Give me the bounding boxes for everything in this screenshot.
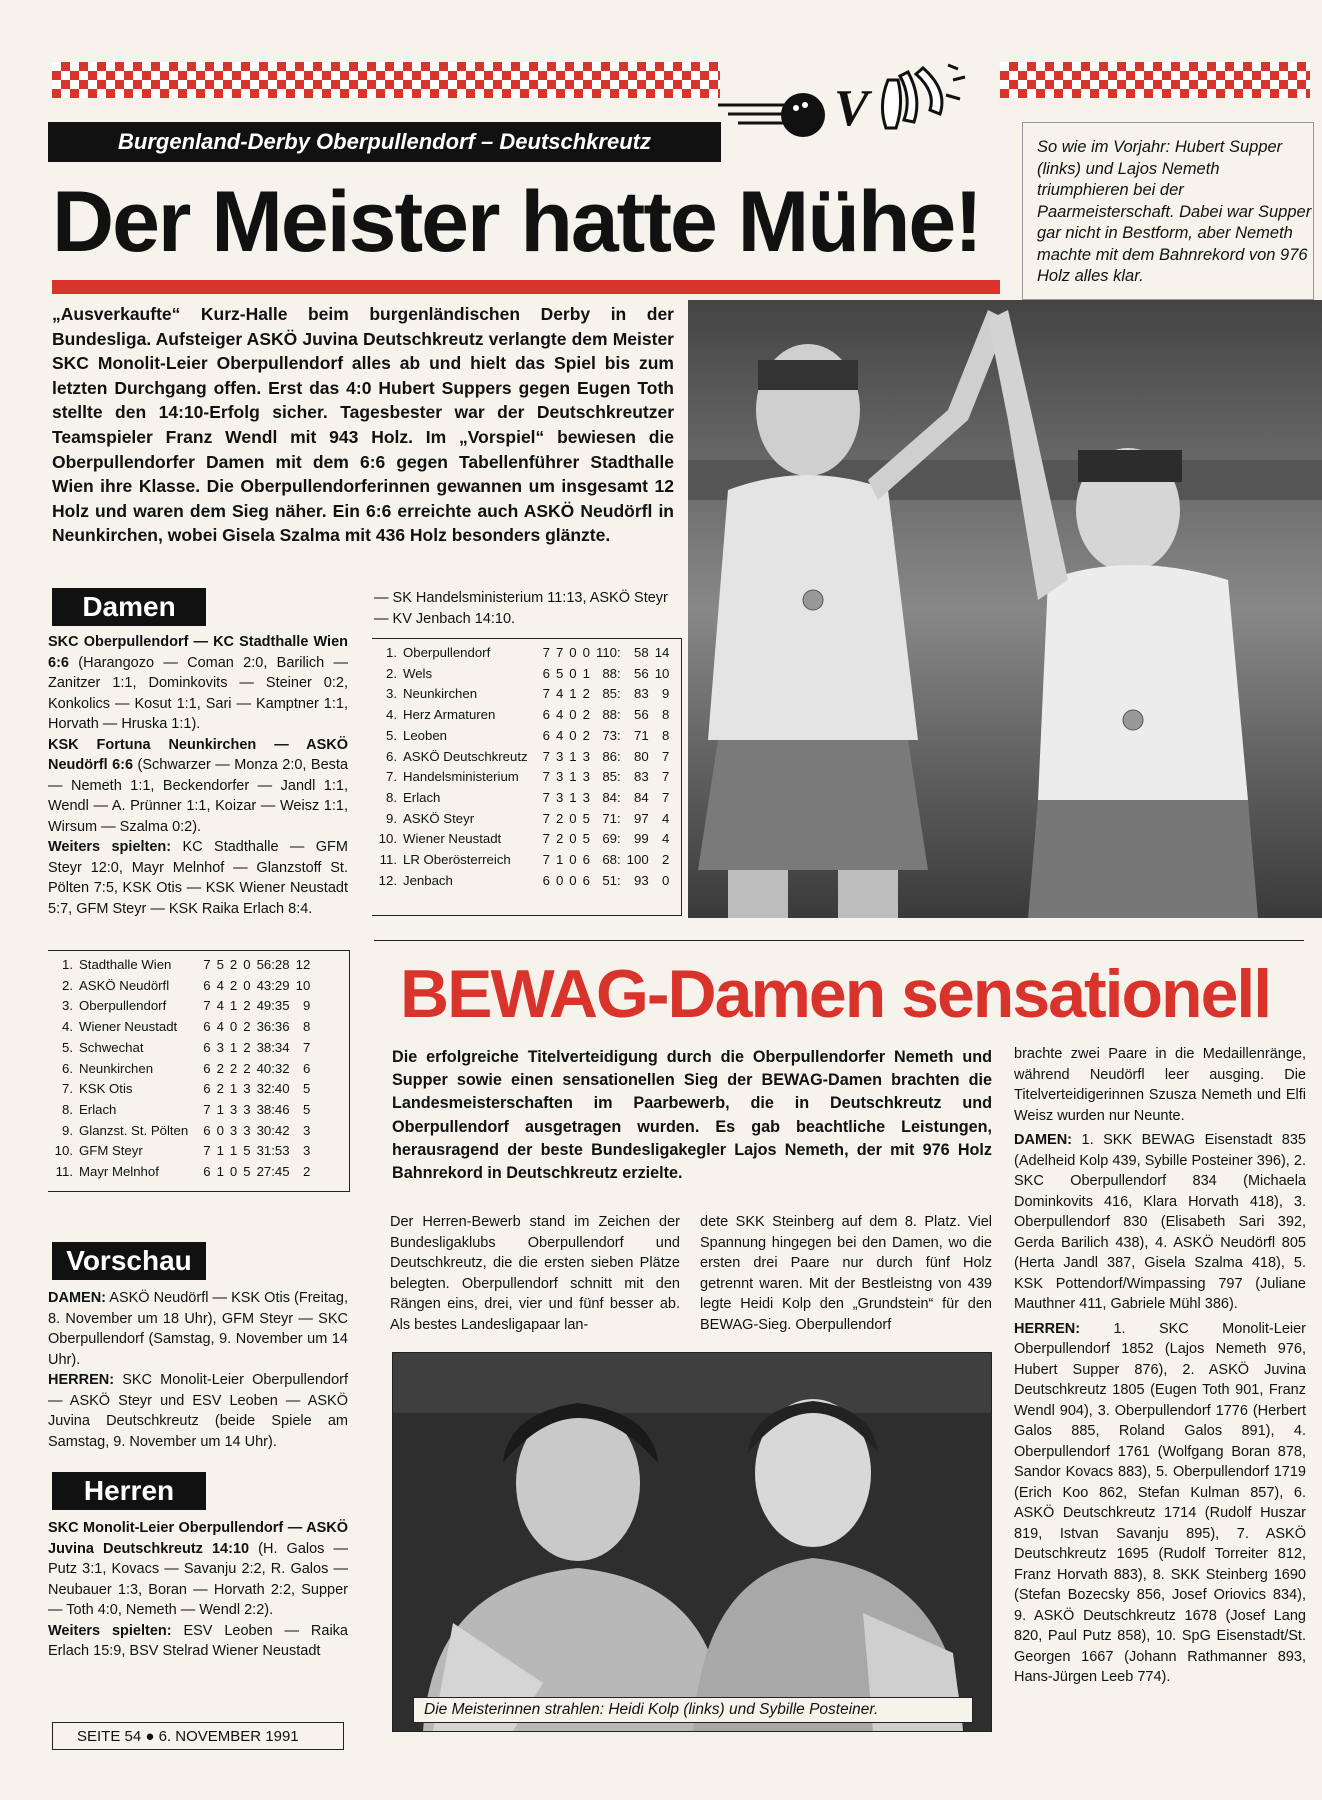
standings-cell: 10	[295, 977, 311, 993]
standings-cell: 0	[229, 1019, 238, 1035]
standings-cell: 8	[662, 707, 670, 723]
standings-cell: 58	[634, 645, 649, 660]
standings-cell: Leoben	[403, 727, 448, 743]
bewag-right-intro: brachte zwei Paare in die Medaillenränge, während Neudörfl leer ausging. Die Titelverteidigerinnen Szusza Nemeth und Elfi Weisz wurden nur Neunte.	[1014, 1046, 1306, 1124]
herren-result-2	[48, 1621, 348, 1662]
standings-cell: 2.	[386, 665, 397, 681]
damen-results	[48, 632, 348, 919]
standings-cell: 2	[243, 998, 251, 1014]
bewag-right-damen-head: DAMEN:	[1014, 1132, 1072, 1148]
standings-cell: 49:35	[256, 998, 290, 1014]
vorschau-damen-head: DAMEN:	[48, 1290, 106, 1306]
standings-cell: 5	[243, 1143, 251, 1159]
standings-cell: 38:34	[256, 1039, 290, 1055]
standings-cell: 85:	[602, 769, 621, 785]
standings-cell: 6	[542, 872, 550, 888]
standings-cell: 1.	[62, 957, 73, 972]
bewag-right-damen	[1014, 1130, 1306, 1315]
standings-cell: 2	[229, 977, 238, 993]
standings-cell: 1	[555, 852, 564, 868]
bewag-lead: Die erfolgreiche Titelverteidigung durch die Oberpullendorfer Nemeth und Supper sowie einen sensationellen Sieg der BEWAG-Damen brachten die Landesmeisterschaften im Paarbewerb, die in Deutschkreutz und Oberpullendorf ausgetragen wurden. Es gab beachtliche Leistungen, herausragend der beste Bundesligakegler Lajos Nemeth, der mit 976 Holz Bahnrekord in Deutschkreutz erzielte.	[392, 1048, 992, 1183]
herren-standings-table	[372, 643, 672, 891]
standings-cell: 2	[243, 1039, 251, 1055]
standings-cell: 68:	[602, 852, 621, 868]
standings-cell: 1	[582, 665, 590, 681]
standings-cell: 2	[243, 1019, 251, 1035]
photo-kolp-posteiner	[392, 1352, 992, 1732]
standings-cell: 3	[302, 1122, 311, 1138]
standings-cell: GFM Steyr	[79, 1143, 143, 1159]
standings-cell: 3	[229, 1122, 238, 1138]
bewag-column-1: Der Herren-Bewerb stand im Zeichen der Bundesligaklubs Oberpullendorf und Deutschkreutz, die die ersten sieben Plätze belegten. Oberpullendorf schnitt mit den Rängen eins, drei, vier und fünf besser ab. Als bestes Landesligapaar lan-	[390, 1214, 680, 1333]
standings-row	[372, 809, 672, 830]
standings-row	[48, 976, 313, 997]
standings-cell: ASKÖ Steyr	[403, 810, 475, 826]
vorschau-herren	[48, 1370, 348, 1452]
standings-cell: 88:	[602, 665, 621, 681]
standings-cell: 3	[582, 748, 590, 764]
standings-row	[372, 788, 672, 809]
vorschau-label: Vorschau	[52, 1242, 206, 1280]
standings-cell: 7	[203, 998, 211, 1014]
standings-cell: 0	[229, 1164, 238, 1180]
standings-cell: Wiener Neustadt	[79, 1019, 178, 1035]
top-photo-caption	[1022, 122, 1314, 300]
standings-cell: 6	[203, 1019, 211, 1035]
standings-cell: 2	[582, 686, 590, 702]
checker-band-right	[1000, 62, 1310, 98]
standings-cell: 27:45	[256, 1164, 290, 1180]
standings-cell: Mayr Melnhof	[79, 1164, 159, 1180]
standings-cell: Herz Armaturen	[403, 707, 496, 723]
standings-cell: 93	[634, 872, 649, 888]
standings-cell: 73:	[602, 727, 621, 743]
standings-cell: 6	[203, 977, 211, 993]
bewag-right-herren-text: 1. SKC Monolit-Leier Oberpullendorf 1852 (Lajos Nemeth 976, Hubert Supper 876), 2. ASKÖ Juvina Deutschkreutz 1805 (Eugen Toth 901, Franz Wendl 904), 3. Oberpullendorf 1776 (Herbert Galos 885, Roland Galos 891), 4. Oberpullendorf 1761 (Wolfgang Boran 878, Sandor Kovacs 883), 5. Oberpullendorf 1719 (Erich Koo 862, Stefan Kulman 857), 6. ASKÖ Deutschkreutz 1714 (Rudolf Huszar 819, Istvan Savanju 895), 7. ASKÖ Deutschkreutz 1695 (Rudolf Torreiter 812, Franz Horvath 883), 8. SKK Steinberg 1690 (Stefan Bozecsky 856, Josef Oriovics 834), 9. ASKÖ Deutschkreutz 1678 (Josef Lang 820, Paul Putz 858), 10. SpG Eisenstadt/St. Georgen 1667 (Johann Rathmanner 893, Hans-Jürgen Leeb 774).	[1014, 1320, 1306, 1685]
standings-cell: 7	[662, 769, 670, 785]
standings-cell: 97	[634, 810, 649, 826]
vorschau-herren-head: HERREN:	[48, 1372, 115, 1388]
bewag-headline: BEWAG-Damen sensationell	[400, 956, 1271, 1032]
standings-cell: 2	[555, 831, 564, 847]
standings-cell: 31:53	[256, 1143, 290, 1159]
standings-cell: 7.	[386, 769, 397, 785]
headline-underline	[52, 280, 1000, 294]
standings-row	[48, 1121, 313, 1142]
standings-cell: 5.	[62, 1039, 73, 1055]
standings-cell: 14	[654, 645, 670, 660]
standings-cell: 0	[569, 872, 577, 888]
damen-result-2	[48, 735, 348, 838]
standings-cell: 1	[216, 1101, 224, 1117]
standings-cell: 56:28	[256, 957, 290, 972]
standings-cell: 69:	[602, 831, 621, 847]
standings-cell: 7	[662, 748, 670, 764]
standings-cell: 4	[555, 707, 564, 723]
standings-cell: Wels	[403, 665, 433, 681]
standings-cell: 56	[634, 707, 649, 723]
kicker-text: Burgenland-Derby Oberpullendorf – Deutschkreutz	[118, 129, 651, 154]
standings-cell: Handelsministerium	[403, 769, 519, 785]
herren-result-1-head: SKC Monolit-Leier Oberpullendorf — ASKÖ Juvina Deutschkreutz 14:10	[48, 1520, 348, 1557]
herren-result-2-head: Weiters spielten:	[48, 1622, 172, 1639]
standings-cell: 110:	[595, 645, 621, 660]
standings-cell: 3	[243, 1101, 251, 1117]
standings-cell: 1	[216, 1164, 224, 1180]
standings-row	[48, 1017, 313, 1038]
standings-cell: 0	[555, 872, 564, 888]
standings-cell: 83	[634, 769, 649, 785]
standings-cell: 5	[555, 665, 564, 681]
standings-cell: 7	[203, 1101, 211, 1117]
standings-row	[372, 726, 672, 747]
standings-cell: 8.	[62, 1101, 73, 1117]
women-photo-caption-text: Die Meisterinnen strahlen: Heidi Kolp (links) und Sybille Posteiner.	[424, 1701, 879, 1718]
standings-cell: Glanzst. St. Pölten	[79, 1122, 189, 1138]
damen-result-2-text: (Schwarzer — Monza 2:0, Besta — Nemeth 1:1, Beckendorfer — Jandl 1:1, Wendl — A. Prünner 1:1, Koizar — Weisz 1:1, Wirsum — Szalma 0:2).	[48, 757, 349, 835]
bewag-right-damen-text: 1. SKK BEWAG Eisenstadt 835 (Adelheid Kolp 439, Sybille Posteiner 396), 2. SKC Oberpullendorf 834 (Michaela Dominkovits 416, Klara Horvath 418), 3. Oberpullendorf 830 (Elisabeth Sari 392, Gerda Barilich 438), 4. ASKÖ Neudörfl 805 (Herta Jandl 387, Gisela Szalma 418), 5. KSK Pottendorf/Wimpassing 797 (Juliane Mauthner 411, Gabriele Mühl 386).	[1014, 1132, 1306, 1312]
standings-cell: 86:	[602, 748, 621, 764]
herren-result-1	[48, 1518, 348, 1621]
standings-cell: 0	[243, 977, 251, 993]
standings-cell: 7	[542, 831, 550, 847]
standings-cell: 2	[662, 852, 670, 868]
standings-cell: 2.	[62, 977, 73, 993]
standings-cell: 1	[569, 748, 577, 764]
bowling-logo-icon	[708, 50, 978, 160]
standings-cell: Wiener Neustadt	[403, 831, 502, 847]
standings-cell: 6	[542, 707, 550, 723]
standings-cell: 2	[229, 957, 238, 972]
standings-cell: 6	[542, 727, 550, 743]
standings-cell: 7	[542, 769, 550, 785]
standings-cell: 0	[569, 852, 577, 868]
standings-cell: 6	[203, 1060, 211, 1076]
standings-cell: 6	[302, 1060, 311, 1076]
bewag-column-2: dete SKK Steinberg auf dem 8. Platz. Viel Spannung hingegen bei den Damen, wo die ersten drei Paare nur durch fünf Holz getrennt waren. Mit der Bestleistng von 439 legte Heidi Kolp den „Grundstein“ für den BEWAG-Sieg. Oberpullendorf	[700, 1214, 992, 1333]
herren-label: Herren	[52, 1472, 206, 1510]
standings-cell: 30:42	[256, 1122, 290, 1138]
standings-cell: 0	[569, 831, 577, 847]
standings-cell: Erlach	[79, 1101, 117, 1117]
standings-cell: 84	[634, 789, 649, 805]
standings-cell: 7	[542, 810, 550, 826]
standings-cell: KSK Otis	[79, 1081, 133, 1097]
standings-cell: 7	[542, 748, 550, 764]
standings-cell: 84:	[602, 789, 621, 805]
standings-row	[48, 1141, 313, 1162]
standings-cell: ASKÖ Deutschkreutz	[403, 748, 528, 764]
standings-cell: 4	[555, 686, 564, 702]
standings-cell: 4	[216, 1019, 224, 1035]
standings-cell: 1	[229, 998, 238, 1014]
standings-cell: 40:32	[256, 1060, 290, 1076]
vorschau-text	[48, 1288, 348, 1452]
damen-standings-table	[48, 955, 313, 1183]
bewag-right-herren	[1014, 1319, 1306, 1688]
standings-cell: 43:29	[256, 977, 290, 993]
standings-cell: 3.	[386, 686, 397, 702]
damen-result-3	[48, 837, 348, 919]
standings-cell: 11.	[379, 852, 397, 868]
standings-cell: 7.	[62, 1081, 73, 1097]
page-footer	[52, 1722, 344, 1750]
standings-cell: 0	[569, 727, 577, 743]
standings-cell: 7	[302, 1039, 311, 1055]
standings-cell: 2	[216, 1060, 224, 1076]
standings-cell: 7	[662, 789, 670, 805]
standings-cell: 6	[582, 872, 590, 888]
standings-cell: 88:	[602, 707, 621, 723]
standings-cell: Jenbach	[403, 872, 453, 888]
standings-row	[48, 1162, 313, 1183]
standings-cell: 100	[626, 852, 649, 868]
standings-cell: 4	[216, 977, 224, 993]
standings-cell: 1	[569, 769, 577, 785]
standings-cell: 6	[203, 1081, 211, 1097]
standings-cell: 3	[216, 1039, 224, 1055]
standings-cell: Oberpullendorf	[403, 645, 491, 660]
standings-cell: 7	[542, 852, 550, 868]
standings-cell: 7	[542, 789, 550, 805]
standings-cell: 6	[203, 1164, 211, 1180]
standings-cell: 51:	[602, 872, 621, 888]
standings-cell: 6	[542, 665, 550, 681]
page-footer-text: SEITE 54 ● 6. NOVEMBER 1991	[77, 1728, 299, 1745]
standings-cell: 5.	[386, 727, 397, 743]
standings-cell: Erlach	[403, 789, 441, 805]
standings-cell: 3	[243, 1081, 251, 1097]
standings-cell: 0	[569, 810, 577, 826]
standings-cell: 71:	[602, 810, 621, 826]
standings-cell: 5	[216, 957, 224, 972]
herren-results	[48, 1518, 348, 1662]
herren-standings-box	[372, 638, 682, 916]
damen-result-1	[48, 632, 348, 735]
herren-continuation-text: — SK Handelsministerium 11:13, ASKÖ Steyr — KV Jenbach 14:10.	[374, 590, 668, 627]
standings-cell: 8	[662, 727, 670, 743]
standings-cell: 7	[542, 645, 550, 660]
standings-cell: 71	[634, 727, 649, 743]
women-photo-caption	[413, 1697, 973, 1723]
standings-cell: Stadthalle Wien	[79, 957, 172, 972]
bewag-right-herren-head: HERREN:	[1014, 1320, 1081, 1337]
standings-row	[48, 1038, 313, 1059]
standings-cell: 0	[216, 1122, 224, 1138]
standings-cell: 4	[662, 831, 670, 847]
standings-cell: 2	[582, 707, 590, 723]
svg-text:V: V	[834, 80, 869, 137]
standings-cell: 9	[302, 998, 311, 1014]
standings-cell: 5	[302, 1081, 311, 1097]
standings-row	[372, 643, 672, 664]
standings-cell: 7	[203, 957, 211, 972]
standings-cell: 3	[229, 1101, 238, 1117]
standings-cell: 4.	[386, 707, 397, 723]
standings-cell: 5	[243, 1164, 251, 1180]
standings-cell: 1	[229, 1143, 238, 1159]
standings-cell: 12.	[378, 872, 397, 888]
standings-cell: 7	[542, 686, 550, 702]
standings-row	[372, 850, 672, 871]
standings-cell: 3	[555, 789, 564, 805]
standings-cell: 6.	[386, 748, 397, 764]
standings-cell: 2	[243, 1060, 251, 1076]
standings-cell: 3	[582, 769, 590, 785]
standings-cell: 6	[582, 852, 590, 868]
standings-cell: 5	[582, 810, 590, 826]
damen-result-1-head: SKC Oberpullendorf — KC Stadthalle Wien 6:6	[48, 634, 348, 671]
standings-cell: 1	[569, 686, 577, 702]
herren-result-1-text: (H. Galos — Putz 3:1, Kovacs — Savanju 2:2, R. Galos — Neubauer 1:3, Boran — Horvath 2:2, Supper — Toth 4:0, Nemeth — Wendl 2:2).	[48, 1540, 348, 1618]
standings-row	[372, 684, 672, 705]
standings-cell: 8	[302, 1019, 311, 1035]
standings-cell: 3	[555, 769, 564, 785]
standings-row	[372, 747, 672, 768]
standings-cell: 10.	[378, 831, 397, 847]
standings-row	[372, 829, 672, 850]
top-photo-caption-text: So wie im Vorjahr: Hubert Supper (links) und Lajos Nemeth triumphieren bei der Paarmeisterschaft. Dabei war Supper gar nicht in Bestform, aber Nemeth machte mit dem Bahnrekord von 976 Holz alles klar.	[1037, 138, 1312, 285]
standings-cell: 3	[302, 1143, 311, 1159]
standings-cell: 7	[203, 1143, 211, 1159]
damen-result-3-text: KC Stadthalle — GFM Steyr 12:0, Mayr Melnhof — Glanzstoff St. Pölten 7:5, KSK Otis — KSK Wiener Neustadt 5:7, GFM Steyr — KSK Raika Erlach 8:4.	[48, 839, 348, 917]
standings-cell: 3	[582, 789, 590, 805]
standings-cell: 83	[634, 686, 649, 702]
standings-cell: 5	[302, 1101, 311, 1117]
standings-cell: 6	[203, 1039, 211, 1055]
standings-cell: 6	[203, 1122, 211, 1138]
standings-cell: 36:36	[256, 1019, 290, 1035]
vorschau-damen-text: ASKÖ Neudörfl — KSK Otis (Freitag, 8. November um 18 Uhr), GFM Steyr — SKC Oberpullendorf (Samstag, 9. November um 14 Uhr).	[48, 1290, 348, 1368]
standings-cell: 4	[555, 727, 564, 743]
standings-row	[372, 705, 672, 726]
standings-cell: 9.	[386, 810, 397, 826]
standings-cell: LR Oberösterreich	[403, 852, 511, 868]
standings-cell: 9.	[62, 1122, 73, 1138]
standings-cell: 11.	[55, 1164, 73, 1180]
standings-cell: 3	[243, 1122, 251, 1138]
photo-supper-nemeth	[688, 300, 1322, 918]
damen-result-2-head: KSK Fortuna Neunkirchen — ASKÖ Neudörfl 6:6	[48, 736, 348, 773]
standings-cell: 10.	[54, 1143, 73, 1159]
standings-cell: 0	[569, 645, 577, 660]
standings-row	[48, 955, 313, 976]
standings-cell: Neunkirchen	[403, 686, 478, 702]
standings-row	[48, 1079, 313, 1100]
damen-standings-box	[48, 950, 350, 1192]
damen-label: Damen	[52, 588, 206, 626]
standings-cell: 38:46	[256, 1101, 290, 1117]
standings-cell: 0	[569, 665, 577, 681]
standings-cell: 2	[229, 1060, 238, 1076]
standings-cell: 8.	[386, 789, 397, 805]
standings-cell: Neunkirchen	[79, 1060, 154, 1076]
kicker-bar	[48, 122, 721, 162]
standings-cell: 99	[634, 831, 649, 847]
standings-cell: 0	[569, 707, 577, 723]
lead-paragraph: „Ausverkaufte“ Kurz-Halle beim burgenländischen Derby in der Bundesliga. Aufsteiger ASKÖ Juvina Deutschkreutz verlangte dem Meister SKC Monolit-Leier Oberpullendorf alles ab und hielt das Spiel bis zum letzten Durchgang offen. Erst das 4:0 Hubert Suppers gegen Eugen Toth stellte den 14:10-Erfolg sicher. Tagesbester war der Deutschkreutzer Teamspieler Franz Wendl mit 943 Holz. Im „Vorspiel“ bewiesen die Oberpullendorfer Damen mit dem 6:6 gegen Tabellenführer Stadthalle Wien ihre Klasse. Die Oberpullendorferinnen gewannen um insgesamt 12 Holz und waren dem Sieg näher. Ein 6:6 erreichte auch ASKÖ Neudörfl in Neunkirchen, wobei Gisela Szalma mit 436 Holz besonders glänzte.	[52, 304, 674, 546]
standings-cell: 12	[295, 957, 311, 972]
standings-cell: 5	[582, 831, 590, 847]
standings-cell: 2	[216, 1081, 224, 1097]
standings-cell: 10	[654, 665, 670, 681]
standings-cell: 1	[569, 789, 577, 805]
standings-cell: 7	[555, 645, 564, 660]
standings-row	[372, 767, 672, 788]
standings-cell: 80	[634, 748, 649, 764]
standings-row	[48, 996, 313, 1017]
vorschau-damen	[48, 1288, 348, 1370]
standings-cell: Schwechat	[79, 1039, 144, 1055]
standings-cell: 3.	[62, 998, 73, 1014]
standings-cell: 0	[662, 872, 670, 888]
standings-row	[48, 1059, 313, 1080]
standings-row	[372, 871, 672, 892]
standings-cell: ASKÖ Neudörfl	[79, 977, 170, 993]
standings-row	[372, 664, 672, 685]
checker-band-left	[52, 62, 720, 98]
damen-result-1-text: (Harangozo — Coman 2:0, Barilich — Zanitzer 1:1, Dominkovits — Steiner 0:2, Konkolics — Kosut 1:1, Sari — Kamptner 1:1, Horvath — Hruska 1:1).	[48, 654, 348, 732]
damen-result-3-head: Weiters spielten:	[48, 839, 172, 855]
standings-cell: 2	[302, 1164, 311, 1180]
standings-cell: Oberpullendorf	[79, 998, 167, 1014]
standings-cell: 1	[229, 1081, 238, 1097]
standings-cell: 32:40	[256, 1081, 290, 1097]
standings-cell: 85:	[602, 686, 621, 702]
standings-cell: 4.	[62, 1019, 73, 1035]
standings-cell: 6.	[62, 1060, 73, 1076]
bewag-right-column	[1014, 1044, 1306, 1688]
standings-cell: 0	[243, 957, 251, 972]
standings-cell: 0	[582, 645, 590, 660]
standings-cell: 9	[662, 686, 670, 702]
standings-cell: 1.	[386, 645, 397, 660]
standings-cell: 4	[216, 998, 224, 1014]
standings-cell: 1	[229, 1039, 238, 1055]
standings-cell: 4	[662, 810, 670, 826]
standings-cell: 2	[555, 810, 564, 826]
standings-cell: 1	[216, 1143, 224, 1159]
herren-result-2-text: ESV Leoben — Raika Erlach 15:9, BSV Stelrad Wiener Neustadt	[48, 1622, 348, 1659]
headline: Der Meister hatte Mühe!	[52, 174, 981, 270]
standings-cell: 3	[555, 748, 564, 764]
standings-cell: 56	[634, 665, 649, 681]
standings-cell: 2	[582, 727, 590, 743]
standings-row	[48, 1100, 313, 1121]
vorschau-herren-text: SKC Monolit-Leier Oberpullendorf — ASKÖ Steyr und ESV Leoben — ASKÖ Juvina Deutschkreutz (beide Spiele am Samstag, 9. November um 14 Uhr).	[48, 1372, 348, 1450]
